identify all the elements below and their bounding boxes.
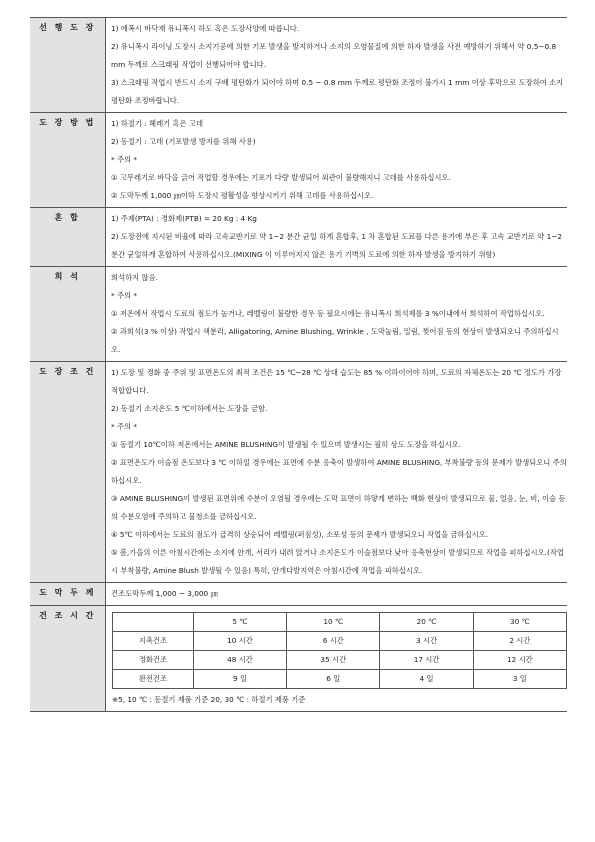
spec-sheet	[30, 17, 567, 712]
text-line: 2) 도장전에 지시된 비율에 따라 고속교반기로 약 1~2 분간 균일 하게 혼합후, 1 차 혼합된 도료를 다른 용기에 부은 후 고속 교반기로 약 1~2 분간 균일하게 혼합하여 사용하십시오.(MIXING 이 이루어지지 않은 용기 기벽의 도료에 의한 하자 발생을 방지하기 위함)	[111, 232, 563, 259]
text-line: ② 과희석(3 % 이상) 작업시 색분리, Alligatoring, Amine Blushing, Wrinkle , 도막눌림, 밀림, 찢어짐 등의 현상이 발생되오니 주의하십시오.	[111, 327, 559, 354]
text-line: * 주의 *	[111, 422, 138, 431]
text-line: ④ 5℃ 이하에서는 도료의 점도가 급격히 상승되어 레벨링(퍼짐성), 소포성 등의 문제가 발생되오니 작업을 금하십시오.	[111, 530, 489, 539]
drying-note: ※5, 10 ℃ : 동절기 제품 기준 20, 30 ℃ : 하절기 제품 기준	[112, 695, 306, 704]
table-cell: 12 시간	[473, 651, 566, 670]
text-line: 2) 유니폭시 라이닝 도장시 소지기공에 의한 기포 발생을 방지하거나 소지의 오염물질에 의한 하자 발생을 사전 예방하기 위해서 약 0.5~0.8 mm 두께로 스크래핑 작업이 선행되어야 합니다.	[111, 42, 557, 69]
table-cell: 3 일	[473, 670, 566, 689]
table-corner-cell	[113, 613, 194, 632]
section-drying-time	[30, 605, 567, 712]
table-row	[113, 670, 567, 689]
temperature-header: 20 ℃	[380, 613, 473, 632]
table-cell: 9 일	[193, 670, 286, 689]
text-line: 1) 에폭시 바닥재 유니폭시 하도 혹은 도장사양에 따릅니다.	[111, 24, 300, 33]
text-line: ② 도막두께 1,000 ㎛이하 도장시 평활성을 향상시키기 위해 고데를 사용하십시오.	[111, 191, 374, 200]
table-cell: 35 시간	[287, 651, 380, 670]
text-line: 1) 주제(PTA) : 경화제(PTB) = 20 Kg : 4 Kg	[111, 214, 257, 223]
text-line: 건조도막두께 1,000 ~ 3,000 ㎛	[111, 589, 218, 598]
text-line: * 주의 *	[111, 155, 138, 164]
section-application-conditions	[30, 361, 567, 582]
section-mixing	[30, 207, 567, 266]
section-label: 건 조 시 간	[30, 606, 106, 711]
text-line: ① 동절기 10℃이하 저온에서는 AMINE BLUSHING이 발생될 수 있으며 발생시는 필히 상도 도장을 하십시오.	[111, 440, 462, 449]
table-cell: 10 시간	[193, 632, 286, 651]
section-film-thickness	[30, 582, 567, 605]
text-line: ① 저온에서 작업시 도료의 점도가 높거나, 레벨링이 불량한 경우 등 필요시에는 유니폭시 희석제를 3 %이내에서 희석하여 작업하십시오.	[111, 309, 545, 318]
drying-time-table	[112, 612, 567, 689]
row-header: 경화건조	[113, 651, 194, 670]
text-line: ⑤ 봄,가을의 이른 아침시간에는 소지에 안개, 서리가 내려 앉거나 소지온도가 이슬점보다 낮아 응축현상이 발생되므로 작업을 피하십시오.(작업시 부착불량, Amine Blush 발생될 수 있음) 특히, 안개다발지역은 아침시간에 작업을 피하십시오.	[111, 548, 564, 575]
section-label: 도 장 조 건	[30, 362, 106, 582]
text-line: 1) 하절기 : 헤레기 혹은 고데	[111, 119, 204, 128]
text-line: 희석하지 않음.	[111, 273, 158, 282]
section-label: 선 행 도 장	[30, 18, 106, 112]
temperature-header: 5 ℃	[193, 613, 286, 632]
section-content	[106, 208, 567, 266]
text-line: ③ AMINE BLUSHING이 발생된 표면위에 수분이 오염될 경우에는 도막 표면이 하얗게 변하는 백화 현상이 발생되므로 물, 얼음, 눈, 비, 이슬 등의 수분오염에 주의하고 물청소를 금하십시오.	[111, 494, 566, 521]
row-header: 완전건조	[113, 670, 194, 689]
section-content	[106, 18, 567, 112]
table-cell: 48 시간	[193, 651, 286, 670]
section-label: 도 장 방 법	[30, 113, 106, 207]
text-line: 3) 스크래핑 작업시 반드시 소지 구배 평탄화가 되어야 하며 0.5 ~ 0.8 mm 두께로 평탄화 조정이 불가시 1 mm 이상 후막으로 도장하여 소지 평탄화 조정바랍니다.	[111, 78, 564, 105]
section-label: 도 막 두 께	[30, 583, 106, 605]
temperature-header: 30 ℃	[473, 613, 566, 632]
text-line: 2) 동절기 소지온도 5 ℃이하에서는 도장을 금함.	[111, 404, 268, 413]
table-cell: 2 시간	[473, 632, 566, 651]
section-content	[106, 362, 567, 582]
section-content	[106, 113, 567, 207]
section-label: 희 석	[30, 267, 106, 361]
text-line: 1) 도장 및 경화 중 주위 및 표면온도의 최적 조건은 15 ℃~28 ℃ 상대 습도는 85 % 이하이어야 하며, 도료의 자체온도는 20 ℃ 정도가 가장 적합합니다.	[111, 368, 562, 395]
section-label: 혼 합	[30, 208, 106, 266]
section-pre-coating	[30, 17, 567, 112]
table-row	[113, 651, 567, 670]
table-header-row	[113, 613, 567, 632]
section-application-method	[30, 112, 567, 207]
table-row	[113, 632, 567, 651]
text-line: * 주의 *	[111, 291, 138, 300]
temperature-header: 10 ℃	[287, 613, 380, 632]
table-cell: 4 일	[380, 670, 473, 689]
table-cell: 3 시간	[380, 632, 473, 651]
section-content	[106, 583, 567, 605]
text-line: 2) 동절기 : 고데 (기포발생 방지를 위해 사용)	[111, 137, 256, 146]
text-line: ① 고무레기로 바닥을 긁어 작업할 경우에는 기포가 다량 발생되어 외관이 불량해지니 고데를 사용하십시오.	[111, 173, 451, 182]
section-content	[106, 606, 567, 711]
table-cell: 17 시간	[380, 651, 473, 670]
table-cell: 6 시간	[287, 632, 380, 651]
table-cell: 6 일	[287, 670, 380, 689]
section-thinning	[30, 266, 567, 361]
section-content	[106, 267, 567, 361]
row-header: 지촉건조	[113, 632, 194, 651]
text-line: ② 표면온도가 이슬점 온도보다 3 ℃ 이하일 경우에는 표면에 수분 응축이 발생하여 AMINE BLUSHING, 부착불량 등의 문제가 발생되오니 주의하십시오.	[111, 458, 567, 485]
